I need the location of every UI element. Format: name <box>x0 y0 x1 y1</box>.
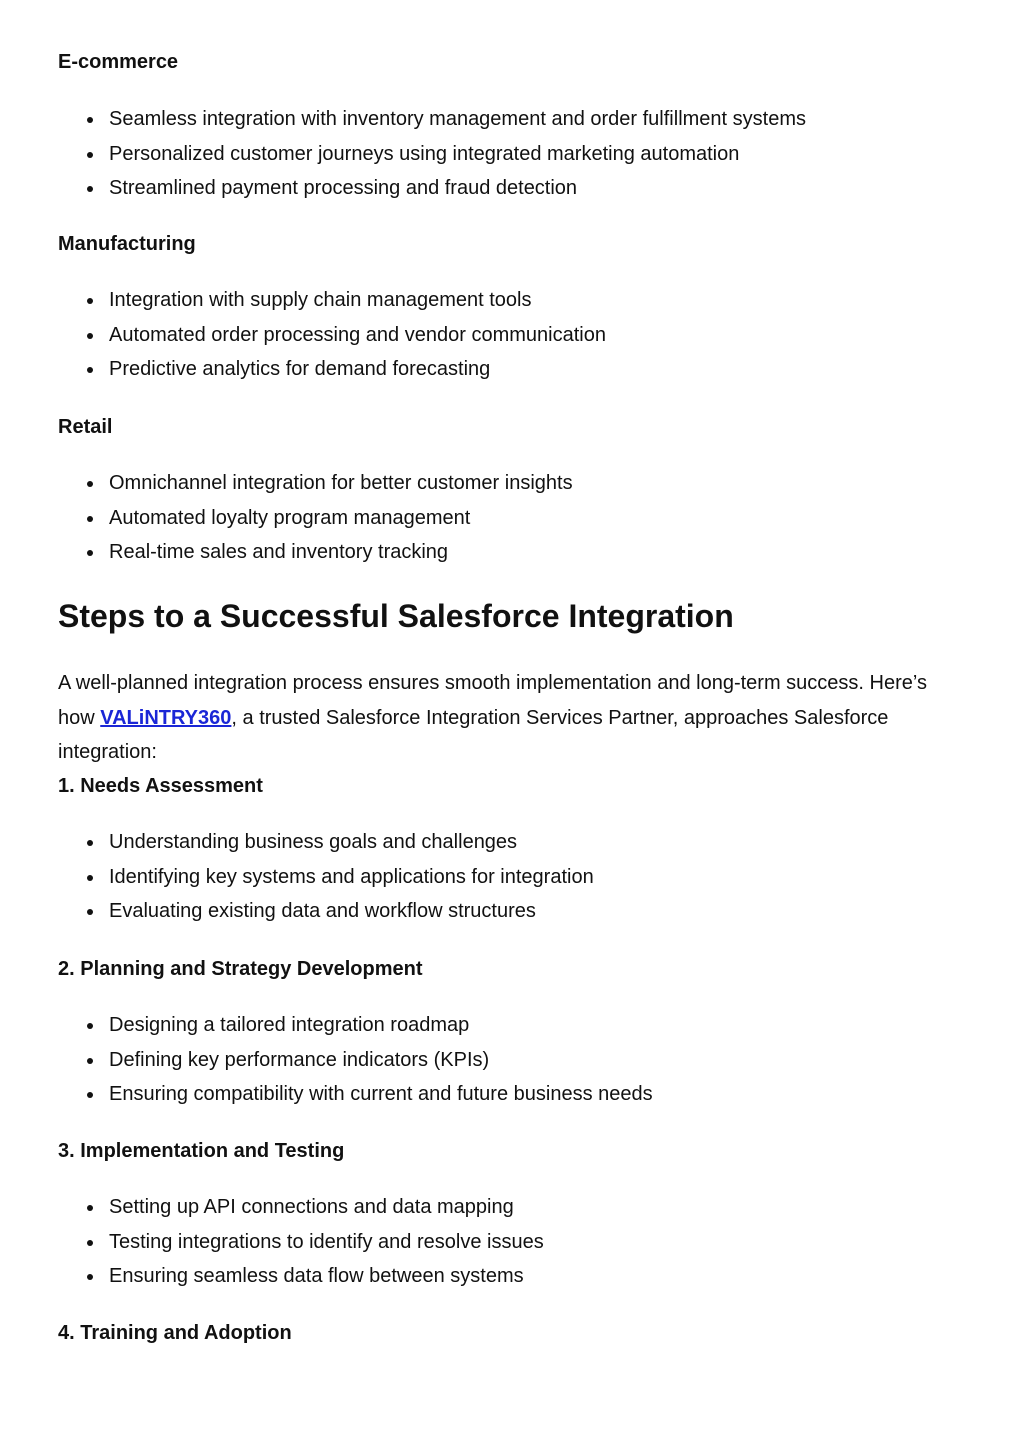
list-item: Personalized customer journeys using integrated marketing automation <box>87 137 806 172</box>
list-item: Automated order processing and vendor communication <box>87 318 606 353</box>
bullet-icon <box>87 298 93 304</box>
ecommerce-list <box>87 102 806 206</box>
manufacturing-list <box>87 283 606 387</box>
step-heading-training: 4. Training and Adoption <box>58 1322 292 1344</box>
bullet-icon <box>87 516 93 522</box>
bullet-icon <box>87 117 93 123</box>
step-heading-implementation: 3. Implementation and Testing <box>58 1140 345 1162</box>
step-2-list <box>87 1008 653 1112</box>
bullet-icon <box>87 333 93 339</box>
list-item: Setting up API connections and data mapping <box>87 1190 544 1225</box>
bullet-icon <box>87 481 93 487</box>
list-item: Evaluating existing data and workflow structures <box>87 894 594 929</box>
bullet-icon <box>87 1092 93 1098</box>
bullet-icon <box>87 909 93 915</box>
step-heading-planning: 2. Planning and Strategy Development <box>58 958 423 980</box>
section-heading-retail: Retail <box>58 416 113 438</box>
bullet-icon <box>87 186 93 192</box>
bullet-icon <box>87 875 93 881</box>
step-3-list <box>87 1190 544 1294</box>
bullet-icon <box>87 1274 93 1280</box>
list-item: Seamless integration with inventory management and order fulfillment systems <box>87 102 806 137</box>
bullet-icon <box>87 840 93 846</box>
list-item: Omnichannel integration for better customer insights <box>87 466 573 501</box>
bullet-icon <box>87 367 93 373</box>
bullet-icon <box>87 1240 93 1246</box>
bullet-icon <box>87 1058 93 1064</box>
bullet-icon <box>87 1205 93 1211</box>
list-item: Understanding business goals and challenges <box>87 825 594 860</box>
list-item: Ensuring seamless data flow between systems <box>87 1259 544 1294</box>
list-item: Real-time sales and inventory tracking <box>87 535 573 570</box>
bullet-icon <box>87 550 93 556</box>
valintry360-link[interactable]: VALiNTRY360 <box>100 706 232 729</box>
retail-list <box>87 466 573 570</box>
section-heading-ecommerce: E-commerce <box>58 51 179 73</box>
main-heading: Steps to a Successful Salesforce Integration <box>58 598 734 634</box>
step-heading-needs-assessment: 1. Needs Assessment <box>58 775 263 797</box>
list-item: Testing integrations to identify and resolve issues <box>87 1225 544 1260</box>
list-item: Integration with supply chain management tools <box>87 283 606 318</box>
list-item: Predictive analytics for demand forecasting <box>87 352 606 387</box>
section-heading-manufacturing: Manufacturing <box>58 233 196 255</box>
list-item: Designing a tailored integration roadmap <box>87 1008 653 1043</box>
step-1-list <box>87 825 594 929</box>
list-item: Ensuring compatibility with current and future business needs <box>87 1077 653 1112</box>
bullet-icon <box>87 1023 93 1029</box>
list-item: Defining key performance indicators (KPIs) <box>87 1043 653 1078</box>
list-item: Automated loyalty program management <box>87 501 573 536</box>
list-item: Streamlined payment processing and fraud detection <box>87 171 806 206</box>
intro-paragraph: A well-planned integration process ensures smooth implementation and long-term success. Here’s how VALiNTRY360, a trusted Salesforce Integration Services Partner, approaches Salesforce integration: <box>58 672 927 763</box>
list-item: Identifying key systems and applications for integration <box>87 860 594 895</box>
bullet-icon <box>87 152 93 158</box>
